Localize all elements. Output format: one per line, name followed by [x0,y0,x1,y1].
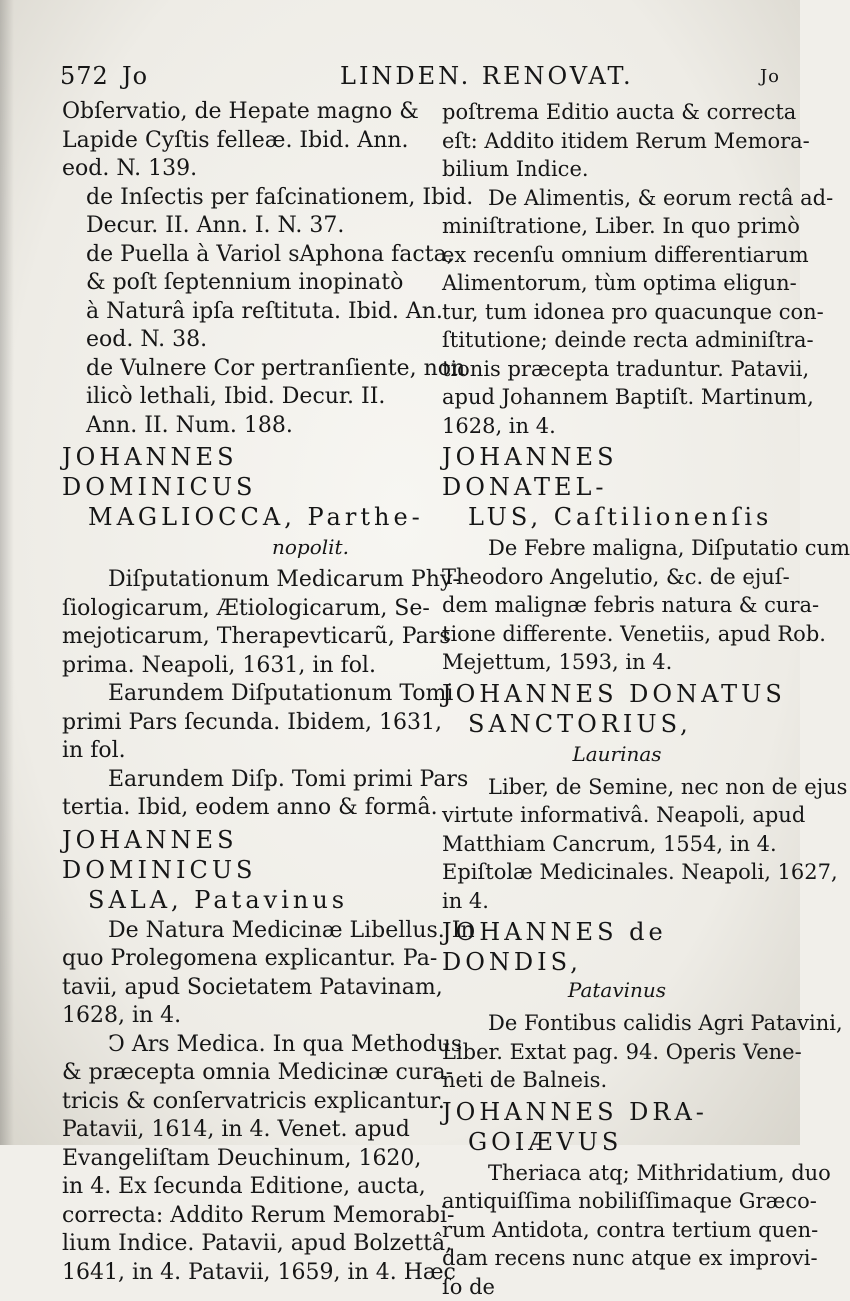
sub-entry [62,355,424,441]
running-head-right-word: Jo [760,66,780,87]
text-line: Patavii, 1614, in 4. Venet. apud [86,1116,424,1145]
text-line: tricis & conſervatricis explicantur. [86,1088,424,1117]
author-heading-line: JOHANNES DONATUS [442,679,792,709]
text-line: 1628, in 4. [86,1002,424,1031]
text-line: antiquiſſima nobiliſſimaque Græco- [466,1187,792,1216]
author-heading-line: LUS, Caſtilionenſis [468,502,792,532]
text-line: mejoticarum, Therapevticarũ, Pars [86,623,424,652]
text-line: Matthiam Cancrum, 1554, in 4. [466,830,792,859]
right-column [442,98,792,1137]
text-line: tavii, apud Societatem Patavinam, [86,974,424,1003]
text-line: Earundem Diſputationum Tomi [86,680,424,709]
text-line: eod. N. 139. [86,155,424,184]
text-line: neti de Balneis. [466,1066,792,1095]
text-line: 1641, in 4. Patavii, 1659, in 4. Hæc [86,1259,424,1288]
page-number: 572 [60,62,109,90]
text-line: Decur. II. Ann. I. N. 37. [110,212,424,241]
text-line: virtute informativâ. Neapoli, apud [466,801,792,830]
text-line: quo Prolegomena explicantur. Pa- [86,945,424,974]
author-heading [442,679,792,767]
text-line: Alimentorum, tùm optima eligun- [466,269,792,298]
text-line: bilium Indice. [466,155,792,184]
author-heading-line: SANCTORIUS, [468,709,792,739]
text-line: ſiologicarum, Ætiologicarum, Se- [86,595,424,624]
author-heading [442,1097,792,1157]
text-line: de Puella à Variol sAphona facta, [110,241,424,270]
continued-entry [442,98,792,184]
author-heading-line: SALA, Patavinus [88,885,424,915]
bibliography-entry [442,1159,792,1301]
text-line: tur, tum idonea pro quacunque con- [466,298,792,327]
text-line: Earundem Diſp. Tomi primi Pars [86,766,424,795]
author-heading-line: GOIÆVUS [468,1127,792,1157]
text-line: Ann. II. Num. 188. [110,412,424,441]
text-line: correcta: Addito Rerum Memorabi- [86,1202,424,1231]
bibliography-entry [442,184,792,441]
text-line: Epiſtolæ Medicinales. Neapoli, 1627, [466,858,792,887]
text-line: prima. Neapoli, 1631, in fol. [86,652,424,681]
text-line: Diſputationum Medicarum Phy- [86,566,424,595]
author-heading-line: JOHANNES DONATEL- [442,442,792,502]
text-line: in fol. [86,737,424,766]
text-line: De Febre maligna, Diſputatio cum [466,534,792,563]
text-line: à Naturâ ipſa reſtituta. Ibid. An. [110,298,424,327]
bibliography-entry [62,680,424,766]
author-origin: Laurinas [442,741,792,767]
text-line: in 4. Ex ſecunda Editione, aucta, [86,1173,424,1202]
text-line: Liber. Extat pag. 94. Operis Vene- [466,1038,792,1067]
text-line: De Fontibus calidis Agri Patavini, [466,1009,792,1038]
text-line: 1628, in 4. [466,412,792,441]
text-line: tionis præcepta traduntur. Patavii, [466,355,792,384]
author-heading [62,442,424,560]
text-line: Obſervatio, de Hepate magno & [86,98,424,127]
text-line: in 4. [466,887,792,916]
gutter-shadow [0,0,14,1145]
author-origin: nopolit. [62,534,424,560]
running-head-left-word: Jo [122,62,148,90]
text-line: apud Johannem Baptiſt. Martinum, [466,383,792,412]
bibliography-entry [442,534,792,677]
text-line: Ↄ Ars Medica. In qua Methodus [86,1031,424,1060]
text-line: Mejettum, 1593, in 4. [466,648,792,677]
text-line: & præcepta omnia Medicinæ cura- [86,1059,424,1088]
left-column [62,98,424,1137]
text-line: Theriaca atq; Mithridatium, duo [466,1159,792,1188]
text-line: ſtitutione; deinde recta adminiſtra- [466,326,792,355]
author-heading [442,442,792,532]
text-line: eſt: Addito itidem Rerum Memora- [466,127,792,156]
text-line: rum Antidota, contra tertium quen- [466,1216,792,1245]
bibliography-entry [62,1031,424,1288]
author-heading-line: JOHANNES DOMINICUS [62,825,424,885]
bibliography-entry [62,566,424,680]
text-line: de Vulnere Cor pertranſiente, non [110,355,424,384]
text-line: Theodoro Angelutio, &c. de ejuſ- [466,563,792,592]
text-line: tertia. Ibid, eodem anno & formâ. [86,794,424,823]
text-line: miniſtratione, Liber. In quo primò [466,212,792,241]
text-line: dem malignæ febris natura & cura- [466,591,792,620]
author-heading-line: MAGLIOCCA, Parthe- [88,502,424,532]
author-heading-line: JOHANNES DOMINICUS [62,442,424,502]
bibliography-entry [442,773,792,916]
continued-entry [62,98,424,184]
running-head-title: LINDEN. RENOVAT. [340,62,634,90]
text-line: & poſt ſeptennium inopinatò [110,269,424,298]
text-line: tione differente. Venetiis, apud Rob. [466,620,792,649]
text-line: Evangeliſtam Deuchinum, 1620, [86,1145,424,1174]
text-line: de Inſectis per faſcinationem, Ibid. [110,184,424,213]
text-line: primi Pars ſecunda. Ibidem, 1631, [86,709,424,738]
text-line: De Alimentis, & eorum rectâ ad- [466,184,792,213]
text-line: dam recens nunc atque ex improvi- [466,1244,792,1273]
sub-entry [62,241,424,355]
author-heading [62,825,424,915]
sub-entry [62,184,424,241]
bibliography-entry [442,1009,792,1095]
text-line: ex recenſu omnium differentiarum [466,241,792,270]
text-line: lium Indice. Patavii, apud Bolzettâ, [86,1230,424,1259]
text-line: poſtrema Editio aucta & correcta [466,98,792,127]
running-head [60,62,786,96]
text-line: Liber, de Semine, nec non de ejus [466,773,792,802]
author-heading-line: JOHANNES de DONDIS, [442,917,792,977]
text-line: eod. N. 38. [110,326,424,355]
author-heading-line: JOHANNES DRA- [442,1097,792,1127]
author-origin: Patavinus [442,977,792,1003]
author-heading [442,917,792,1003]
text-line: Lapide Cyſtis felleæ. Ibid. Ann. [86,127,424,156]
text-line: ſo de [466,1273,792,1301]
bibliography-entry [62,766,424,823]
text-line: De Natura Medicinæ Libellus. In [86,917,424,946]
text-line: ilicò lethali, Ibid. Decur. II. [110,383,424,412]
bibliography-entry [62,917,424,1031]
